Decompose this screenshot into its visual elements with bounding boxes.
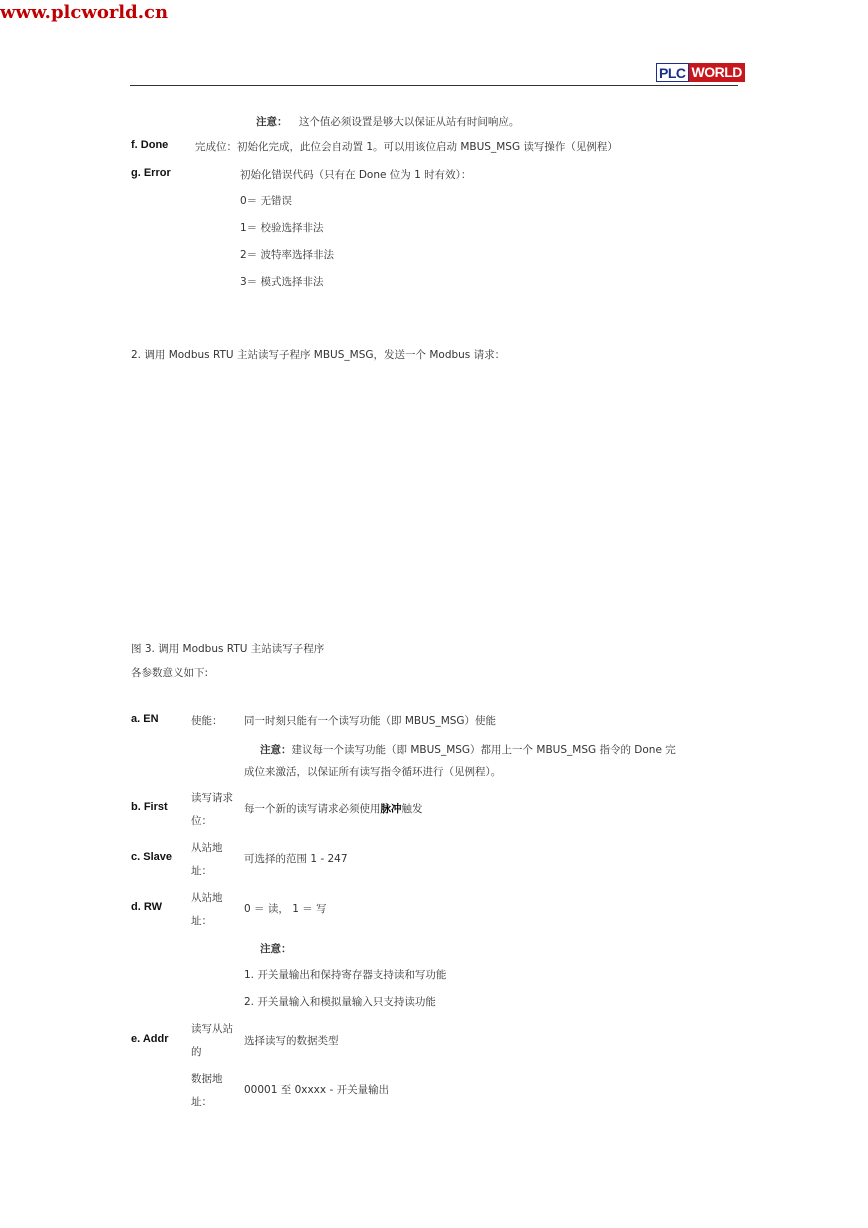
- param-d-name-cont: 址：: [191, 915, 212, 927]
- param-e2-text: 00001 至 0xxxx - 开关量输出: [244, 1084, 390, 1096]
- msg-intro: 2. 调用 Modbus RTU 主站读写子程序 MBUS_MSG，发送一个 Modbus 请求：: [131, 349, 506, 361]
- param-a-text: 同一时刻只能有一个读写功能（即 MBUS_MSG）使能: [244, 715, 497, 727]
- param-a-label: a. EN: [131, 713, 159, 725]
- param-d-note-2: 2. 开关量输入和模拟量输入只支持读功能: [244, 996, 436, 1008]
- param-b-text-pre: 每一个新的读写请求必须使用: [244, 803, 381, 815]
- param-d-note-label: 注意：: [260, 943, 292, 955]
- logo-world-text: WORLD: [689, 63, 745, 82]
- param-b-label: b. First: [131, 801, 168, 813]
- timeout-note: [256, 114, 519, 129]
- param-e2-name: 数据地: [191, 1073, 223, 1085]
- error-code-item: 3＝ 模式选择非法: [240, 276, 324, 288]
- param-d-text: 0 ＝ 读， 1 ＝ 写: [244, 903, 327, 915]
- params-intro: 各参数意义如下:: [131, 667, 209, 679]
- param-b-name: 读写请求: [191, 792, 233, 804]
- timeout-note-label: 注意：: [256, 116, 288, 128]
- param-e2-name-cont: 址：: [191, 1096, 212, 1108]
- param-b-text-post: 触发: [401, 803, 423, 815]
- error-code-item: 0＝ 无错误: [240, 195, 293, 207]
- param-a-name: 使能：: [191, 715, 223, 727]
- param-g-text: 初始化错误代码（只有在 Done 位为 1 时有效）：: [240, 169, 472, 181]
- error-code-item: 2＝ 波特率选择非法: [240, 249, 335, 261]
- param-e-text: 选择读写的数据类型: [244, 1035, 339, 1047]
- param-g-label: g. Error: [131, 167, 171, 179]
- param-a-note-text: 建议每一个读写功能（即 MBUS_MSG）都用上一个 MBUS_MSG 指令的 Done 完: [291, 744, 676, 756]
- param-e-name-cont: 的: [191, 1046, 202, 1058]
- param-c-name: 从站地: [191, 842, 223, 854]
- param-f-label: f. Done: [131, 139, 169, 151]
- header-rule: [130, 85, 738, 86]
- param-c-name-cont: 址：: [191, 865, 212, 877]
- site-url: www.plcworld.cn: [0, 2, 169, 23]
- param-b-text: [244, 801, 423, 816]
- error-code-item: 1＝ 校验选择非法: [240, 222, 324, 234]
- param-a-note-line1: [260, 742, 676, 757]
- figure-caption: 图 3. 调用 Modbus RTU 主站读写子程序: [131, 643, 325, 655]
- logo-plc-text: PLC: [656, 63, 689, 82]
- param-c-label: c. Slave: [131, 851, 172, 863]
- param-f-text: 完成位：初始化完成，此位会自动置 1。可以用该位启动 MBUS_MSG 读写操作（见例程）: [195, 141, 618, 153]
- plcworld-logo: [656, 63, 745, 82]
- param-e-name: 读写从站: [191, 1023, 233, 1035]
- param-b-name-cont: 位：: [191, 815, 212, 827]
- param-b-text-bold: 脉冲: [380, 803, 402, 815]
- param-a-note-label: 注意：: [260, 744, 292, 756]
- param-d-note-1: 1. 开关量输出和保持寄存器支持读和写功能: [244, 969, 447, 981]
- param-d-name: 从站地: [191, 892, 223, 904]
- figure-placeholder: [131, 372, 731, 632]
- param-d-label: d. RW: [131, 901, 162, 913]
- param-e-label: e. Addr: [131, 1033, 169, 1045]
- param-c-text: 可选择的范围 1 - 247: [244, 853, 348, 865]
- timeout-note-text: 这个值必须设置是够大以保证从站有时间响应。: [298, 116, 520, 128]
- param-a-note-line2: 成位来激活，以保证所有读写指令循环进行（见例程）。: [244, 766, 502, 778]
